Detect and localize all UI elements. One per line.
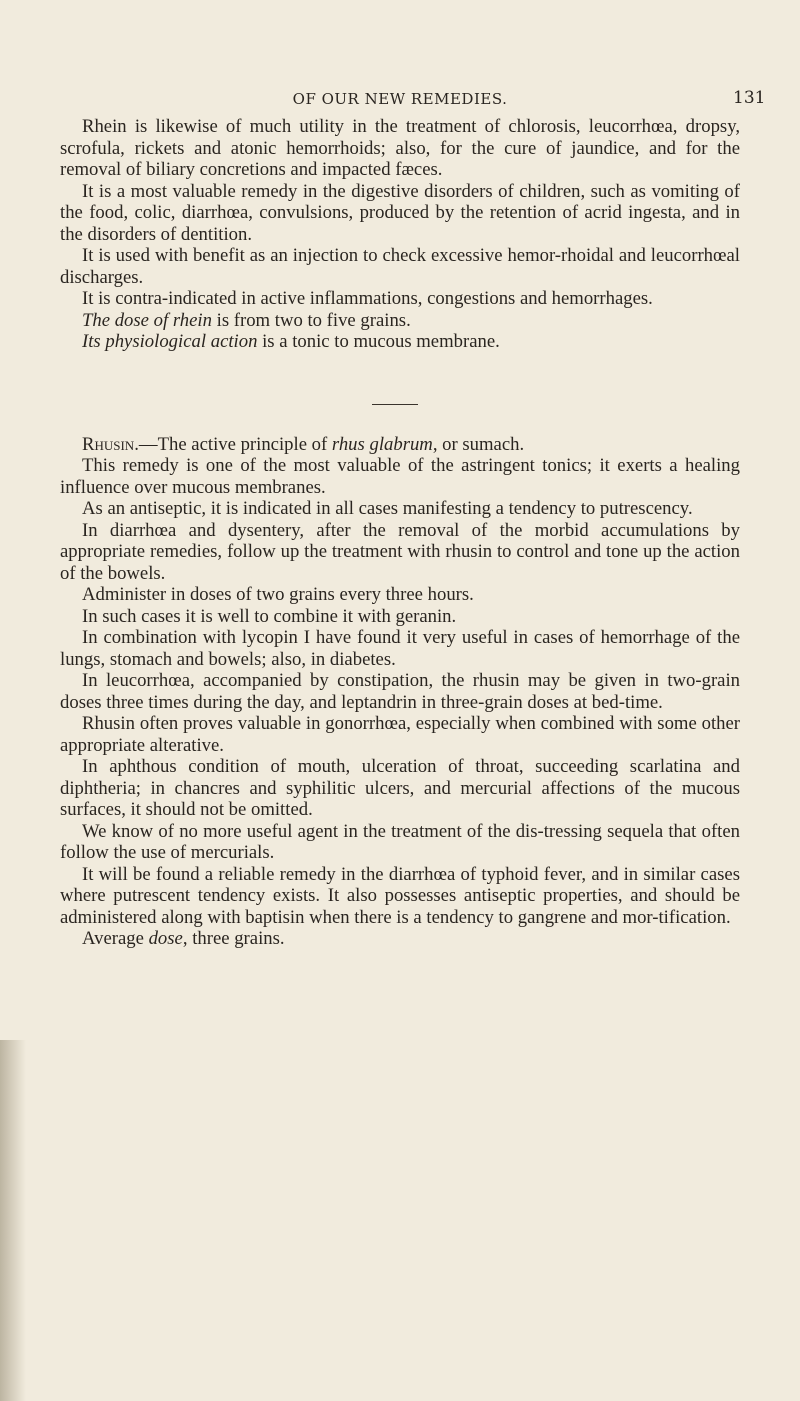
paragraph: Its physiological action is a tonic to mucous membrane. (82, 331, 500, 352)
action-label: Its physiological action (82, 331, 258, 352)
section-heading: Rhusin. (82, 433, 139, 455)
paragraph: It will be found a reliable remedy in the diarrhœa of typhoid fever, and in similar cases where putrescent tendency exists. It also possesses antiseptic properties, and should be administered along with baptisin when there is a tendency to gangrene and mor-tification. (60, 863, 740, 928)
section-divider (372, 404, 418, 405)
paragraph: It is contra-indicated in active inflammations, congestions and hemorrhages. (82, 288, 653, 309)
paragraph: We know of no more useful agent in the treatment of the dis-tressing sequela that often follow the use of mercurials. (60, 820, 740, 863)
paragraph: In combination with lycopin I have found it very useful in cases of hemorrhage of the lungs, stomach and bowels; also, in diabetes. (60, 627, 740, 670)
paragraph: It is a most valuable remedy in the digestive disorders of children, such as vomiting of the food, colic, diarrhœa, convulsions, produced by the retention of acrid ingesta, and in the disorders of dentition. (60, 180, 740, 245)
dose-label: dose (148, 928, 183, 949)
paragraph: As an antiseptic, it is indicated in all cases manifesting a tendency to putrescency. (82, 498, 693, 519)
paragraph: In leucorrhœa, accompanied by constipation, the rhusin may be given in two-grain doses three times during the day, and leptandrin in three-grain doses at bed-time. (60, 670, 740, 713)
body-text (60, 116, 740, 950)
paragraph: Rhein is likewise of much utility in the treatment of chlorosis, leucorrhœa, dropsy, scrofula, rickets and atonic hemorrhoids; also, for the cure of jaundice, and for the removal of biliary concretions and impacted fæces. (60, 116, 740, 180)
paragraph: The dose of rhein is from two to five grains. (82, 309, 411, 331)
binding-shadow (0, 1040, 26, 1401)
paragraph: In aphthous condition of mouth, ulceration of throat, succeeding scarlatina and diphtheria; in chancres and syphilitic ulcers, and mercurial affections of the mucous surfaces, it should not be omitted. (60, 756, 740, 820)
page-number: 131 (733, 88, 766, 108)
paragraph: Rhusin often proves valuable in gonorrhœa, especially when combined with some other appropriate alterative. (60, 713, 740, 756)
paragraph: In diarrhœa and dysentery, after the removal of the morbid accumulations by appropriate remedies, follow up the treatment with rhusin to control and tone up the action of the bowels. (60, 519, 740, 584)
paragraph: Administer in doses of two grains every three hours. (82, 584, 474, 605)
paragraph: In such cases it is well to combine it with geranin. (82, 605, 457, 627)
dose-label: The dose of rhein (82, 309, 212, 331)
running-title: OF OUR NEW REMEDIES. (292, 90, 508, 108)
paragraph: Average dose, three grains. (82, 928, 285, 949)
paragraph: It is used with benefit as an injection to check excessive hemor-rhoidal and leucorrhœal discharges. (60, 245, 740, 288)
section-heading-paragraph: Rhusin.—The active principle of rhus glabrum, or sumach. (82, 433, 525, 455)
paragraph: This remedy is one of the most valuable of the astringent tonics; it exerts a healing influence over mucous membranes. (60, 455, 740, 498)
